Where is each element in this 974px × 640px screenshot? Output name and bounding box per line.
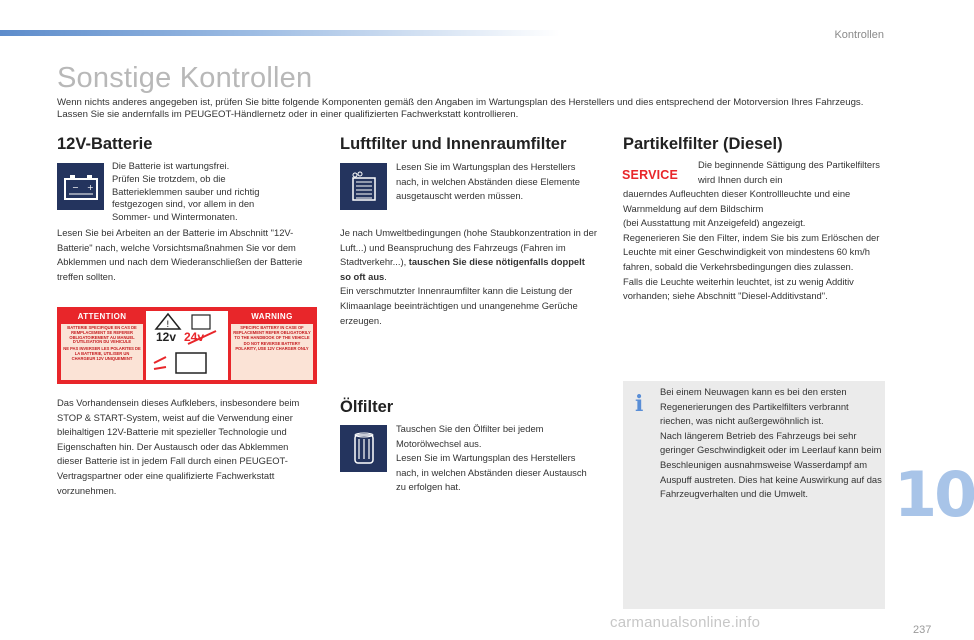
battery-warning-sticker <box>57 307 317 384</box>
sticker-left-heading: ATTENTION <box>60 311 144 323</box>
intro-paragraph-1: Wenn nichts anderes angegeben ist, prüfen Sie bitte folgende Komponenten gemäß den Angaben im Wartungsplan des Herstellers und dies entsprechend der Motorversion Ihres Fahrzeugs. <box>57 97 864 108</box>
sticker-center-panel <box>146 311 228 380</box>
particle-filter-heading: Partikelfilter (Diesel) <box>623 135 783 153</box>
sticker-right-warning: DO NOT REVERSE BATTERY POLARITY, USE 12V CHARGER ONLY <box>235 341 309 352</box>
intro-paragraph-2: Lassen Sie sie andernfalls im PEUGEOT-Händlernetz oder in einer qualifizierten Fachwerkstatt kontrollieren. <box>57 109 519 121</box>
air-filter-heading: Luftfilter und Innenraumfilter <box>340 135 567 153</box>
sticker-right-text: SPECIFIC BATTERY IN CASE OF REPLACEMENT REFER OBLIGATORILY TO THE HANDBOOK OF THE VEHICLE <box>233 325 311 340</box>
svg-text:!: ! <box>166 320 170 330</box>
battery-icon <box>57 163 104 210</box>
oil-filter-text: Tauschen Sie den Ölfilter bei jedem Motorölwechsel aus. Lesen Sie im Wartungsplan des Herstellers nach, in welchen Abständen dieser Austausch zu erfolgen hat. <box>396 423 587 493</box>
page-number: 237 <box>913 624 932 636</box>
air-filter-text-2 <box>340 226 598 328</box>
info-box <box>623 381 885 609</box>
watermark: carmanualsonline.info <box>610 614 761 631</box>
battery-heading: 12V-Batterie <box>57 135 153 153</box>
battery-text-2: Lesen Sie bei Arbeiten an der Batterie im Abschnitt "12V-Batterie" nach, welche Vorsichtsmaßnahmen Sie vor dem Abklemmen und nach dem Wiederanschließen der Batterie treffen sollten. <box>57 227 303 282</box>
svg-text:+: + <box>86 182 94 192</box>
sticker-24v-label: 24v <box>184 330 205 344</box>
service-warning-icon: SERVICE <box>622 168 679 182</box>
sticker-left-text: BATTERIE SPECIFIQUE EN CAS DE REMPLACEMENT SE REFERER OBLIGATOIREMENT AU MANUEL D'UTILISATION DU VEHICULE <box>67 325 137 345</box>
air-filter-text-3: Ein verschmutzter Innenraumfilter kann die Leistung der Klimaanlage beeinträchtigen und unangenehme Gerüche erzeugen. <box>340 285 578 326</box>
header-bar <box>0 30 560 36</box>
sticker-right-panel <box>231 324 313 380</box>
sticker-right-heading: WARNING <box>230 311 314 323</box>
svg-text:−: − <box>71 182 79 192</box>
air-filter-text-2a: Je nach Umweltbedingungen (hohe Staubkonzentration in der Luft...) und Beanspruchung des Fahrzeugs (Fahren im Stadtverkehr...), <box>340 227 597 268</box>
info-text: Bei einem Neuwagen kann es bei den ersten Regenerierungen des Partikelfilters verbrannt riechen, was nicht außergewöhnlich ist. Nach längerem Betrieb des Fahrzeugs bei sehr geringer Geschwindigkeit oder im Leerlauf kann beim Beschleunigen ausnahmsweise Wasserdampf am Auspuff austreten. Dies hat keine Auswirkung auf das Fahrzeugverhalten und die Umwelt. <box>660 386 882 500</box>
air-filter-text-2-bold: tauschen Sie diese nötigenfalls doppelt so oft aus <box>340 256 585 282</box>
page-title: Sonstige Kontrollen <box>57 62 313 94</box>
info-icon: i <box>635 391 644 417</box>
particle-filter-text-1: Die beginnende Sättigung des Partikelfilters wird Ihnen durch ein <box>698 159 880 185</box>
air-filter-icon <box>340 163 387 210</box>
battery-text-1: Die Batterie ist wartungsfrei. Prüfen Sie trotzdem, ob die Batterieklemmen sauber und richtig festgezogen sind, vor allem in den Sommer- und Wintermonaten. <box>112 160 260 223</box>
section-title: Kontrollen <box>834 29 884 41</box>
air-filter-text-2c: . <box>384 270 387 282</box>
chapter-number: 10 <box>894 458 974 531</box>
particle-filter-text-2: dauerndes Aufleuchten dieser Kontrollleuchte und eine Warnmeldung auf dem Bildschirm (bei Ausstattung mit Anzeigefeld) angezeigt. Regenerieren Sie den Filter, indem Sie bis zum Erlöschen der Leuchte mit einer Geschwindigkeit von mindestens 60 km/h fahren, sobald die Verkehrsbedingungen dies zulassen. Falls die Leuchte weiterhin leuchtet, ist zu wenig Additiv vorhanden; siehe Abschnitt "Diesel-Additivstand". <box>623 188 880 302</box>
intro-text <box>57 97 902 122</box>
sticker-left-panel <box>61 324 143 380</box>
battery-text-3: Das Vorhandensein dieses Aufklebers, insbesondere beim STOP & START-System, weist auf die Verwendung einer bleihaltigen 12V-Batterie mit spezieller Technologie und Eigenschaften hin. Der Austausch oder das Abklemmen dieser Batterie ist in jedem Fall durch einen PEUGEOT-Vertragspartner oder eine qualifizierte Fachwerkstatt vorzunehmen. <box>57 397 300 496</box>
oil-filter-icon <box>340 425 387 472</box>
oil-filter-heading: Ölfilter <box>340 398 394 416</box>
air-filter-text-1: Lesen Sie im Wartungsplan des Herstellers nach, in welchen Abständen diese Elemente ausgetauscht werden müssen. <box>396 161 580 202</box>
sticker-left-warning: NE PAS INVERSER LES POLARITES DE LA BATTERIE, UTILISER UN CHARGEUR 12V UNIQUEMENT <box>63 346 141 361</box>
sticker-12v-label: 12v <box>156 330 177 344</box>
